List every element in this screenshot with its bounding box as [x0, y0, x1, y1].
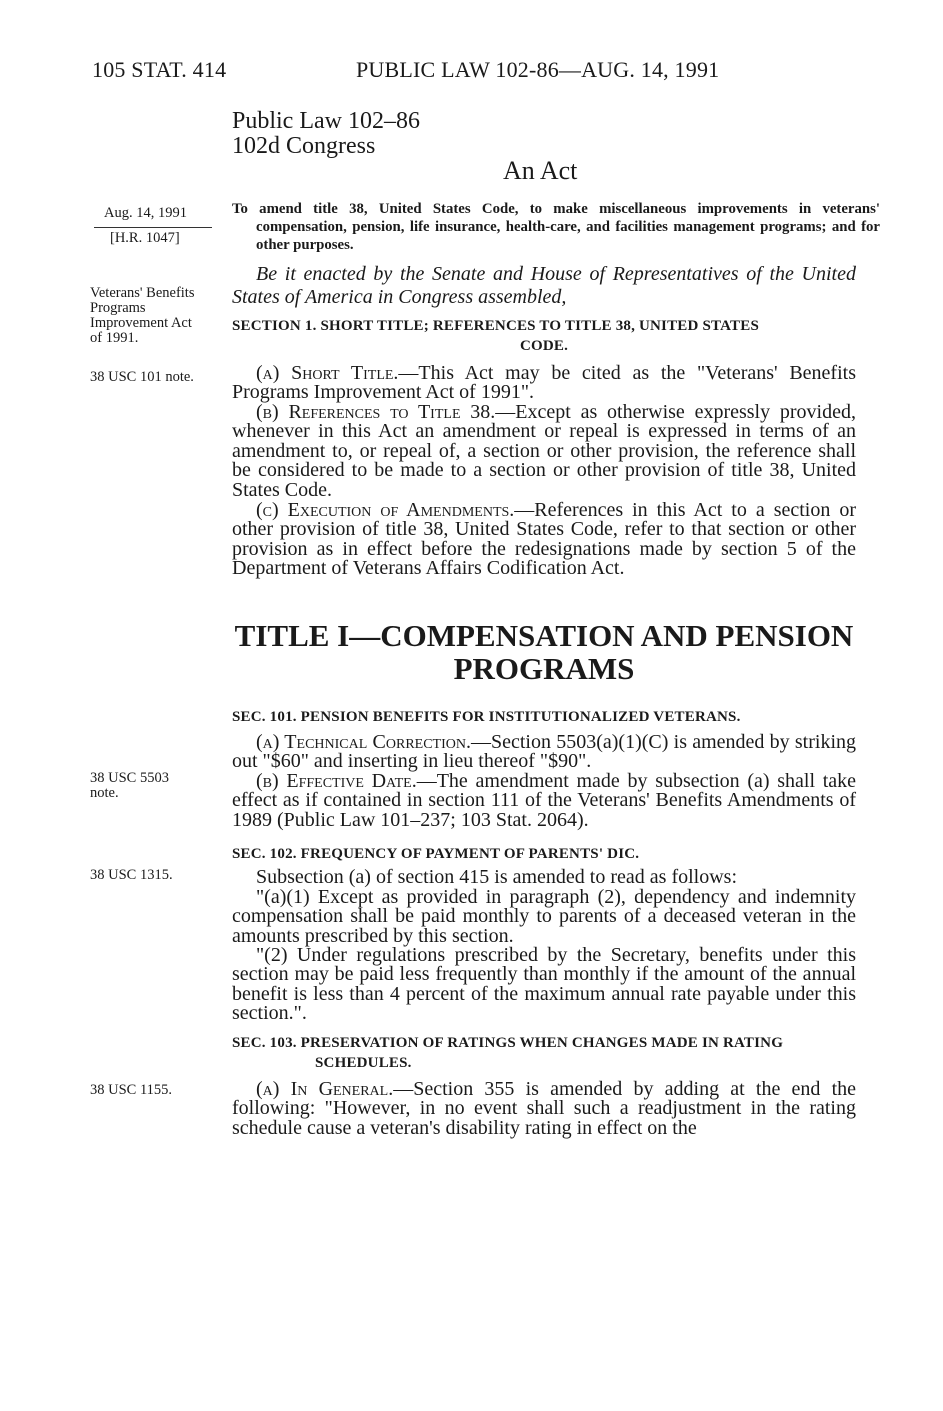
subsection-text: —Except as otherwise expressly provided, whenever in this Act an amendment or repeal is expressed in terms of an amendment to, or repeal of, a section or other provision, the reference shall be considered to be made to a section or other provision of title 38, United States Code. — [232, 401, 856, 501]
public-law-number: Public Law 102–86 — [232, 108, 420, 134]
subsection-text: —The amendment made by subsection (a) shall take effect as if contained in section 111 of the Veterans' Benefits Amendments of 1989 (Public Law 101–237; 103 Stat. 2064). — [232, 770, 856, 831]
purpose-clause: To amend title 38, United States Code, to make miscellaneous improvements in veterans' compensation, pension, life insurance, health-care, and facilities management programs; and for other purposes. — [232, 201, 880, 253]
congress-number: 102d Congress — [232, 133, 376, 159]
section-102-quoted-paragraph-1: "(a)(1) Except as provided in paragraph (2), dependency and indemnity compensation shall be paid monthly to parents of a deceased veteran in the amounts prescribed by this section. — [232, 886, 856, 947]
margin-usc-101: 38 USC 101 note. — [90, 369, 194, 385]
subsection-label: (b) References to Title 38. — [256, 401, 496, 423]
running-title: PUBLIC LAW 102-86—AUG. 14, 1991 — [356, 57, 720, 82]
subsection-text: —References in this Act to a section or other provision of title 38, United States Code, refer to that section or other provision as in effect before the redesignations made by section 5 of the Department of Veterans Affairs Codification Act. — [232, 499, 856, 580]
subsection-text: —Section 355 is amended by adding at the end the following: "However, in no event shall such a readjustment in the rating schedule cause a veteran's disability rating in effect on the — [232, 1078, 856, 1139]
title-heading: TITLE I—COMPENSATION AND PENSION PROGRAMS — [234, 618, 854, 686]
margin-usc-5503: 38 USC 5503 note. — [90, 770, 169, 801]
section-1-heading-line1: SECTION 1. SHORT TITLE; REFERENCES TO TITLE 38, UNITED STATES — [232, 318, 759, 334]
section-101-heading: SEC. 101. PENSION BENEFITS FOR INSTITUTIONALIZED VETERANS. — [232, 709, 741, 725]
page-citation: 105 STAT. 414 — [92, 57, 227, 82]
section-1-subsection-c — [232, 501, 856, 579]
margin-bill-number: [H.R. 1047] — [110, 230, 180, 246]
section-103-heading — [232, 1033, 856, 1073]
section-101-subsection-b — [232, 772, 856, 830]
subsection-label: (a) Technical Correction. — [256, 731, 471, 753]
margin-usc-1315: 38 USC 1315. — [90, 867, 173, 883]
subsection-label: (b) Effective Date. — [256, 770, 417, 792]
subsection-label: (c) Execution of Amendments. — [256, 499, 515, 521]
subsection-text: —Section 5503(a)(1)(C) is amended by striking out "$60" and inserting in lieu thereof "$90". — [232, 731, 857, 773]
section-1-subsection-b — [232, 403, 856, 500]
section-101-subsection-a — [232, 733, 856, 772]
margin-divider — [94, 227, 212, 228]
subsection-text: —This Act may be cited as the "Veterans' Benefits Programs Improvement Act of 1991". — [232, 362, 856, 404]
enacting-clause: Be it enacted by the Senate and House of Representatives of the United States of America in Congress assembled, — [232, 263, 856, 308]
margin-usc-1155: 38 USC 1155. — [90, 1082, 173, 1098]
section-102-heading: SEC. 102. FREQUENCY OF PAYMENT OF PARENTS' DIC. — [232, 846, 640, 862]
subsection-label: (a) In General. — [256, 1078, 394, 1100]
margin-short-title: Veterans' Benefits Programs Improvement Act of 1991. — [90, 285, 195, 346]
margin-date: Aug. 14, 1991 — [104, 205, 187, 221]
act-label: An Act — [503, 156, 578, 185]
subsection-label: (a) Short Title. — [256, 362, 399, 384]
section-1-heading — [232, 316, 856, 356]
section-103-subsection-a — [232, 1080, 856, 1138]
section-1-heading-line2: CODE. — [519, 338, 569, 354]
section-102-quoted-paragraph-2: "(2) Under regulations prescribed by the Secretary, benefits under this section may be paid less frequently than monthly if the amount of the annual benefit is less than 4 percent of the maximum annual rate payable under this section.". — [232, 944, 856, 1025]
section-103-heading-line1: SEC. 103. PRESERVATION OF RATINGS WHEN CHANGES MADE IN RATING — [232, 1035, 784, 1051]
section-103-heading-line2: SCHEDULES. — [315, 1055, 412, 1071]
section-1-subsection-a — [232, 364, 856, 403]
section-102-intro: Subsection (a) of section 415 is amended to read as follows: — [256, 866, 737, 888]
